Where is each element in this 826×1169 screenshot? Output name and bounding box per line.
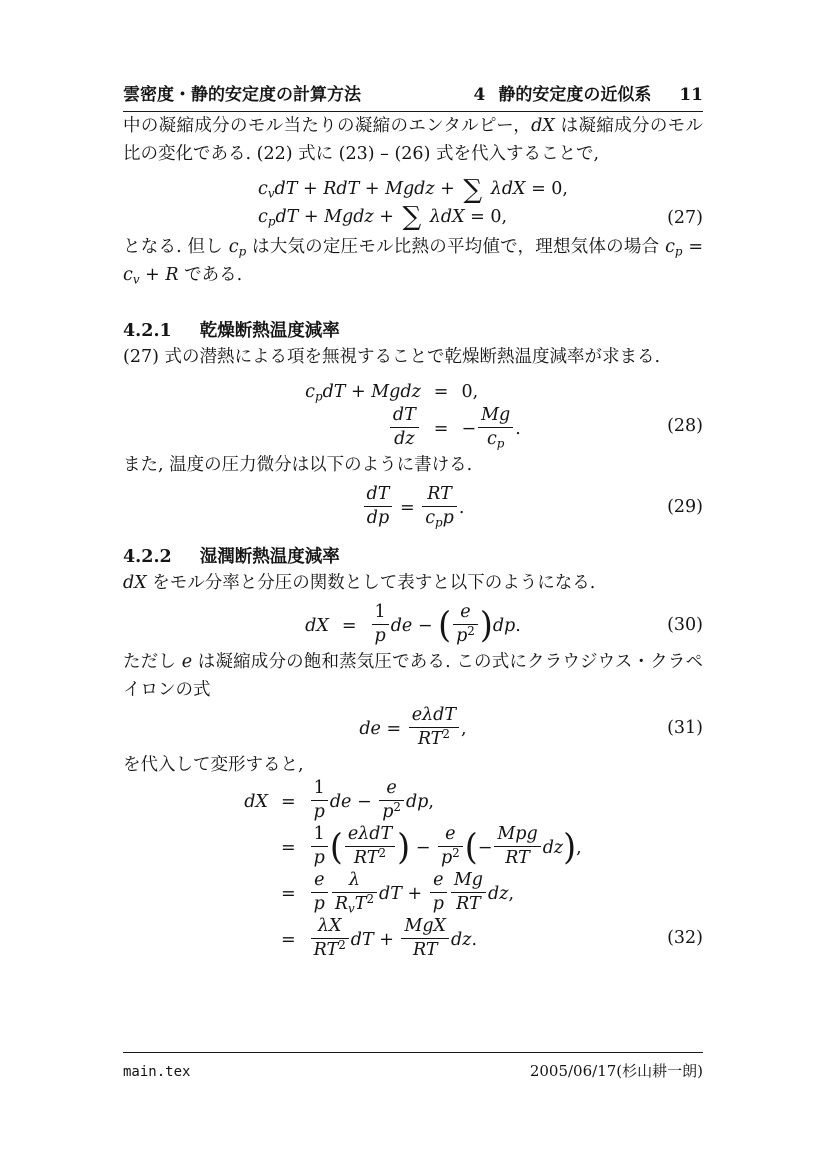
equation-27-lines bbox=[258, 174, 568, 233]
header-document-title: 雲密度・静的安定度の計算方法 bbox=[123, 85, 361, 105]
paragraph-intro: 中の凝縮成分のモル当たりの凝縮のエンタルピー，dX は凝縮成分のモル比の変化である. (22) 式に (23) – (26) 式を代入することで, bbox=[123, 116, 704, 164]
header-page-number: 11 bbox=[679, 85, 703, 105]
equation-32-rhs-1: $\frac{1}{p}$ de − $\frac{e}{p^2}$ dp, bbox=[309, 781, 434, 824]
equation-number-27: (27) bbox=[667, 207, 703, 228]
footer-date: 2005/06/17(杉山耕一朗) bbox=[529, 1062, 703, 1080]
equation-31-body: de = eλdT $RT^2$ , bbox=[359, 704, 467, 749]
equation-28-rhs-2: − $\frac{Mg}{c_p}$ . bbox=[461, 404, 521, 451]
equation-29-body: $\frac{dT}{dp}$ = RT $c_pp$ . bbox=[362, 498, 465, 518]
paragraph-substitute: を代入して変形すると, bbox=[123, 754, 304, 775]
equation-32-rhs-2: $\frac{1}{p}$ ( eλdT $RT^2$ ) − $\frac{e}{p^2}$ (− Mpg RT dz), bbox=[309, 827, 582, 870]
equation-30 bbox=[123, 601, 703, 648]
equation-30-rhs: $\frac{1}{p}$ de − ( $\frac{e}{p^2}$ )dp. bbox=[370, 605, 521, 648]
equation-29 bbox=[123, 483, 703, 530]
equation-number-30: (30) bbox=[667, 615, 703, 636]
equals-sign: = bbox=[280, 883, 296, 904]
section-heading-4-2-1 bbox=[123, 319, 703, 343]
equation-32 bbox=[123, 777, 703, 962]
header-right bbox=[473, 80, 703, 105]
equation-27 bbox=[123, 174, 703, 233]
equals-sign: = bbox=[280, 791, 296, 812]
equals-sign: = bbox=[341, 615, 357, 636]
equation-32-lhs: dX bbox=[244, 791, 268, 812]
footer-filename: main.tex bbox=[123, 1064, 191, 1080]
page-footer bbox=[123, 1052, 703, 1081]
equation-32-rows bbox=[244, 777, 582, 962]
section-heading-4-2-2 bbox=[123, 545, 703, 569]
equals-sign: = bbox=[433, 382, 449, 403]
heading-title: 湿潤断熱温度減率 bbox=[199, 546, 340, 567]
equation-31 bbox=[123, 704, 703, 751]
equals-sign: = bbox=[280, 837, 296, 858]
equals-sign: = bbox=[280, 929, 296, 950]
equation-28-lhs-1: $c_pdT$ + Mgdz bbox=[305, 382, 421, 404]
equation-32-rhs-4: $\frac{\lambda X}{RT^2}$ dT + MgX RT dz. bbox=[309, 919, 477, 962]
equation-30-body bbox=[305, 601, 521, 648]
equation-number-31: (31) bbox=[667, 718, 703, 739]
equation-28-lhs-2: $\frac{dT}{dz}$ bbox=[388, 408, 421, 451]
page-header bbox=[123, 80, 703, 112]
equation-28-rhs-1: 0, bbox=[461, 382, 479, 403]
header-section-title: 静的安定度の近似系 bbox=[498, 85, 652, 105]
header-section-number: 4 bbox=[473, 85, 486, 105]
paragraph-molar-fraction: dX をモル分率と分圧の関数として表すと以下のようになる. bbox=[123, 572, 596, 593]
equation-28 bbox=[123, 381, 703, 451]
paragraph-pressure-derivative: また, 温度の圧力微分は以下のように書ける. bbox=[123, 454, 473, 475]
equation-number-32: (32) bbox=[667, 928, 703, 949]
equals-sign: = bbox=[433, 418, 449, 439]
paragraph-cp-note: となる. 但し $c_p$ は大気の定圧モル比熱の平均値で，理想気体の場合 $c_p = c_v + R$ である. bbox=[123, 237, 703, 287]
equation-30-lhs: dX bbox=[305, 615, 329, 636]
equation-number-28: (28) bbox=[667, 416, 703, 437]
heading-number: 4.2.2 bbox=[123, 546, 172, 567]
paragraph-clausius-clapeyron: ただし e は凝縮成分の飽和蒸気圧である. この式にクラウジウス・クラペイロンの式 bbox=[123, 651, 703, 700]
heading-title: 乾燥断熱温度減率 bbox=[199, 321, 340, 342]
paragraph-dry-adiabat: (27) 式の潜熱による項を無視することで乾燥断熱温度減率が求まる. bbox=[123, 347, 661, 368]
equation-27-line-1: $c_vdT$ + RdT + Mgdz + ∑ λdX = 0, bbox=[258, 174, 568, 205]
equation-27-line-2: $c_pdT$ + Mgdz + ∑ λdX = 0, bbox=[258, 202, 508, 233]
equation-28-rows bbox=[305, 381, 521, 451]
equation-number-29: (29) bbox=[667, 497, 703, 518]
heading-number: 4.2.1 bbox=[123, 321, 172, 342]
equation-32-rhs-3: $\frac{e}{p}$ λ $R_vT^2$ dT + $\frac{e}{p}$ $\frac{Mg}{RT}$ dz, bbox=[309, 873, 514, 916]
content-column bbox=[123, 0, 703, 962]
